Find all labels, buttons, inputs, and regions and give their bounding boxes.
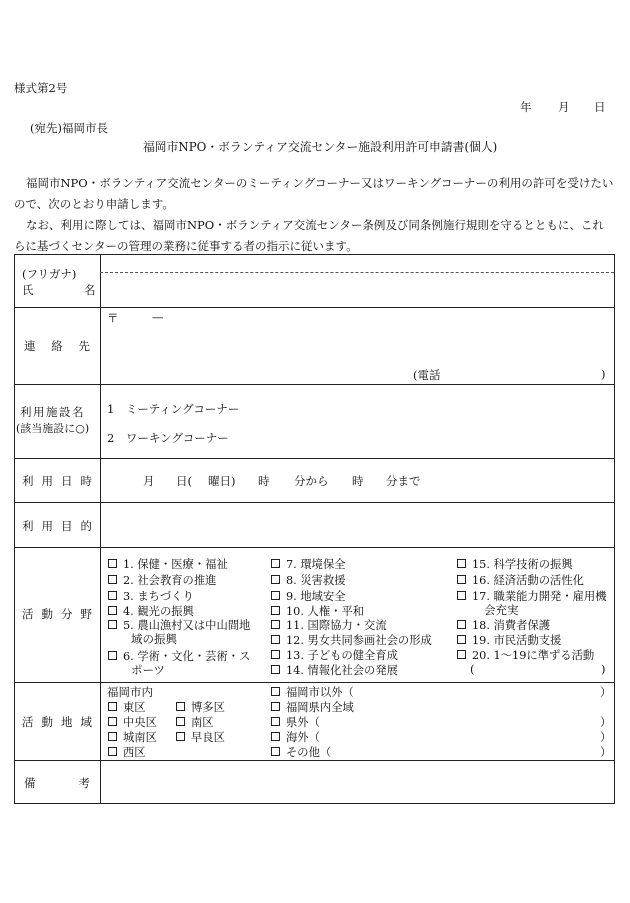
addressee: (宛先)福岡市長 <box>30 121 108 135</box>
facility-label: 利用施設名 <box>20 405 85 419</box>
name-label-1: 氏 <box>22 283 34 297</box>
facility-option-working-corner[interactable]: 2 ワーキングコーナー <box>107 431 229 445</box>
form-number: 様式第2号 <box>14 81 68 95</box>
furigana-label: (フリガナ) <box>22 267 77 281</box>
activity-checkbox-17-cont: 会充実 <box>484 603 519 617</box>
area-in-city-label: 福岡市内 <box>107 685 153 699</box>
datetime-label: 利 用 日 時 <box>22 474 92 488</box>
name-label-2: 名 <box>84 283 96 297</box>
activity-other-close: ) <box>601 662 606 676</box>
remarks-label: 備 考 <box>24 776 90 790</box>
activity-checkbox-5-cont: 域の振興 <box>131 632 177 646</box>
facility-option-meeting-corner[interactable]: 1 ミーティングコーナー <box>107 402 240 416</box>
intro-paragraph-1: 福岡市NPO・ボランティア交流センターのミーティングコーナー又はワーキングコーナーの利用の許可を受けたいので、次のとおり申請します。 <box>14 176 614 211</box>
datetime-day: 日( <box>176 474 192 488</box>
activity-area-label: 活 動 地 域 <box>22 715 92 729</box>
datetime-end-minute: 分まで <box>386 474 421 488</box>
activity-checkbox-6-cont: ポーツ <box>131 663 166 677</box>
purpose-field[interactable] <box>102 505 612 545</box>
facility-label-note: (該当施設に○) <box>16 422 90 435</box>
postal-dash: — <box>152 310 164 324</box>
area-other-close: ） <box>600 745 612 759</box>
date-day-label: 日 <box>594 100 606 114</box>
datetime-start-hour: 時 <box>258 474 270 488</box>
datetime-end-hour: 時 <box>352 474 364 488</box>
name-field[interactable] <box>102 275 612 305</box>
activity-other-open: ( <box>470 662 475 676</box>
datetime-weekday: 曜日) <box>208 474 236 488</box>
furigana-divider <box>100 272 614 273</box>
form-title: 福岡市NPO・ボランティア交流センター施設利用許可申請書(個人) <box>143 140 498 154</box>
datetime-start-minute: 分から <box>294 474 329 488</box>
area-outside-prefecture-close: ） <box>600 715 612 729</box>
phone-open: (電話 <box>413 368 441 382</box>
date-year-label: 年 <box>520 100 532 114</box>
furigana-field[interactable] <box>102 256 612 271</box>
datetime-month: 月 <box>143 474 155 488</box>
activity-field-label: 活 動 分 野 <box>22 607 92 621</box>
postal-mark: 〒 <box>107 311 119 325</box>
phone-close: ) <box>601 367 606 381</box>
contact-label: 連 絡 先 <box>24 339 90 353</box>
contact-field[interactable] <box>102 326 612 364</box>
purpose-label: 利 用 目 的 <box>22 519 92 533</box>
date-month-label: 月 <box>558 100 570 114</box>
remarks-field[interactable] <box>102 763 612 801</box>
area-overseas-close: ） <box>600 730 612 744</box>
intro-paragraph-2: なお、利用に際しては、福岡市NPO・ボランティア交流センター条例及び同条例施行規則を守るとともに、これらに基づくセンターの管理の業務に従事する者の指示に従います。 <box>14 218 604 253</box>
area-outside-city-close: ） <box>600 685 612 699</box>
